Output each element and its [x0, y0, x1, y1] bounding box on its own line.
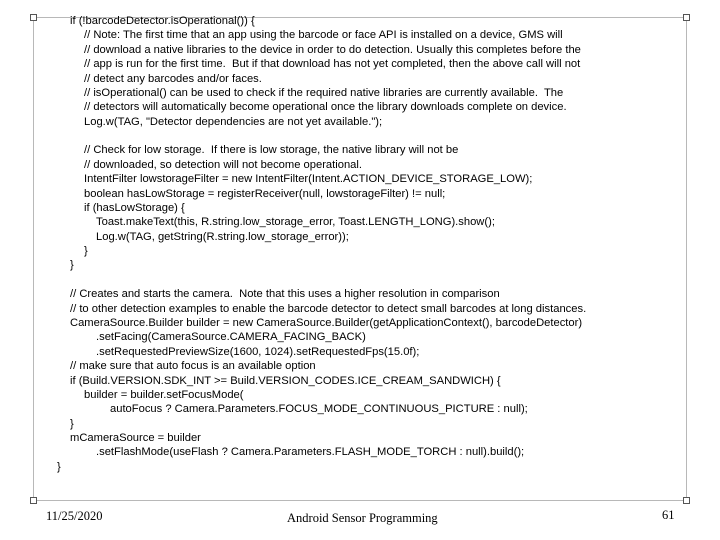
code-line: IntentFilter lowstorageFilter = new IntentFilter(Intent.ACTION_DEVICE_STORAGE_LOW);: [84, 173, 533, 186]
code-line: mCameraSource = builder: [70, 432, 201, 445]
corner-square-bottom-left: [30, 497, 37, 504]
code-line: }: [57, 460, 61, 473]
corner-square-top-left: [30, 14, 37, 21]
page-number: 61: [662, 508, 675, 522]
code-line: // downloaded, so detection will not become operational.: [84, 158, 362, 171]
code-line: if (hasLowStorage) {: [84, 201, 185, 214]
footer-date: 11/25/2020: [46, 509, 103, 523]
code-line: Log.w(TAG, "Detector dependencies are not yet available.");: [84, 115, 383, 128]
code-line: .setFlashMode(useFlash ? Camera.Parameters.FLASH_MODE_TORCH : null).build();: [96, 446, 525, 459]
frame-bottom-line: [30, 500, 690, 501]
code-line: .setRequestedPreviewSize(1600, 1024).setRequestedFps(15.0f);: [96, 345, 420, 358]
code-line: builder = builder.setFocusMode(: [84, 388, 244, 401]
code-line: }: [70, 259, 74, 272]
frame-right-line: [686, 14, 687, 504]
code-line: CameraSource.Builder builder = new CameraSource.Builder(getApplicationContext(), barcodeDetector): [70, 316, 583, 329]
code-line: // make sure that auto focus is an available option: [70, 360, 316, 373]
code-line: Log.w(TAG, getString(R.string.low_storage_error));: [96, 230, 349, 243]
code-line: if (Build.VERSION.SDK_INT >= Build.VERSION_CODES.ICE_CREAM_SANDWICH) {: [70, 374, 501, 387]
code-line: if (!barcodeDetector.isOperational()) {: [70, 15, 255, 27]
code-line: autoFocus ? Camera.Parameters.FOCUS_MODE_CONTINUOUS_PICTURE : null);: [110, 403, 528, 416]
code-line: // Note: The first time that an app using the barcode or face API is installed on a device, GMS will: [84, 29, 563, 42]
code-line: }: [84, 245, 88, 258]
code-line: // Check for low storage. If there is low storage, the native library will not be: [84, 144, 459, 157]
code-line: // download a native libraries to the device in order to do detection. Usually this completes before the: [84, 43, 581, 56]
corner-square-bottom-right: [683, 497, 690, 504]
code-line: // detectors will automatically become operational once the library downloads complete on device.: [84, 101, 567, 114]
frame-left-line: [33, 14, 34, 504]
code-line: Toast.makeText(this, R.string.low_storage_error, Toast.LENGTH_LONG).show();: [96, 216, 495, 229]
footer-title: Android Sensor Programming: [287, 511, 438, 525]
code-line: // app is run for the first time. But if that download has not yet completed, then the above call will not: [84, 58, 581, 71]
code-line: // Creates and starts the camera. Note that this uses a higher resolution in comparison: [70, 288, 500, 301]
code-line: // to other detection examples to enable the barcode detector to detect small barcodes at long distances.: [70, 302, 587, 315]
code-line: // isOperational() can be used to check if the required native libraries are currently available. The: [84, 86, 564, 99]
corner-square-top-right: [683, 14, 690, 21]
code-line: boolean hasLowStorage = registerReceiver(null, lowstorageFilter) != null;: [84, 187, 446, 200]
code-line: }: [70, 417, 74, 430]
code-line: .setFacing(CameraSource.CAMERA_FACING_BACK): [96, 331, 366, 344]
code-line: // detect any barcodes and/or faces.: [84, 72, 262, 85]
